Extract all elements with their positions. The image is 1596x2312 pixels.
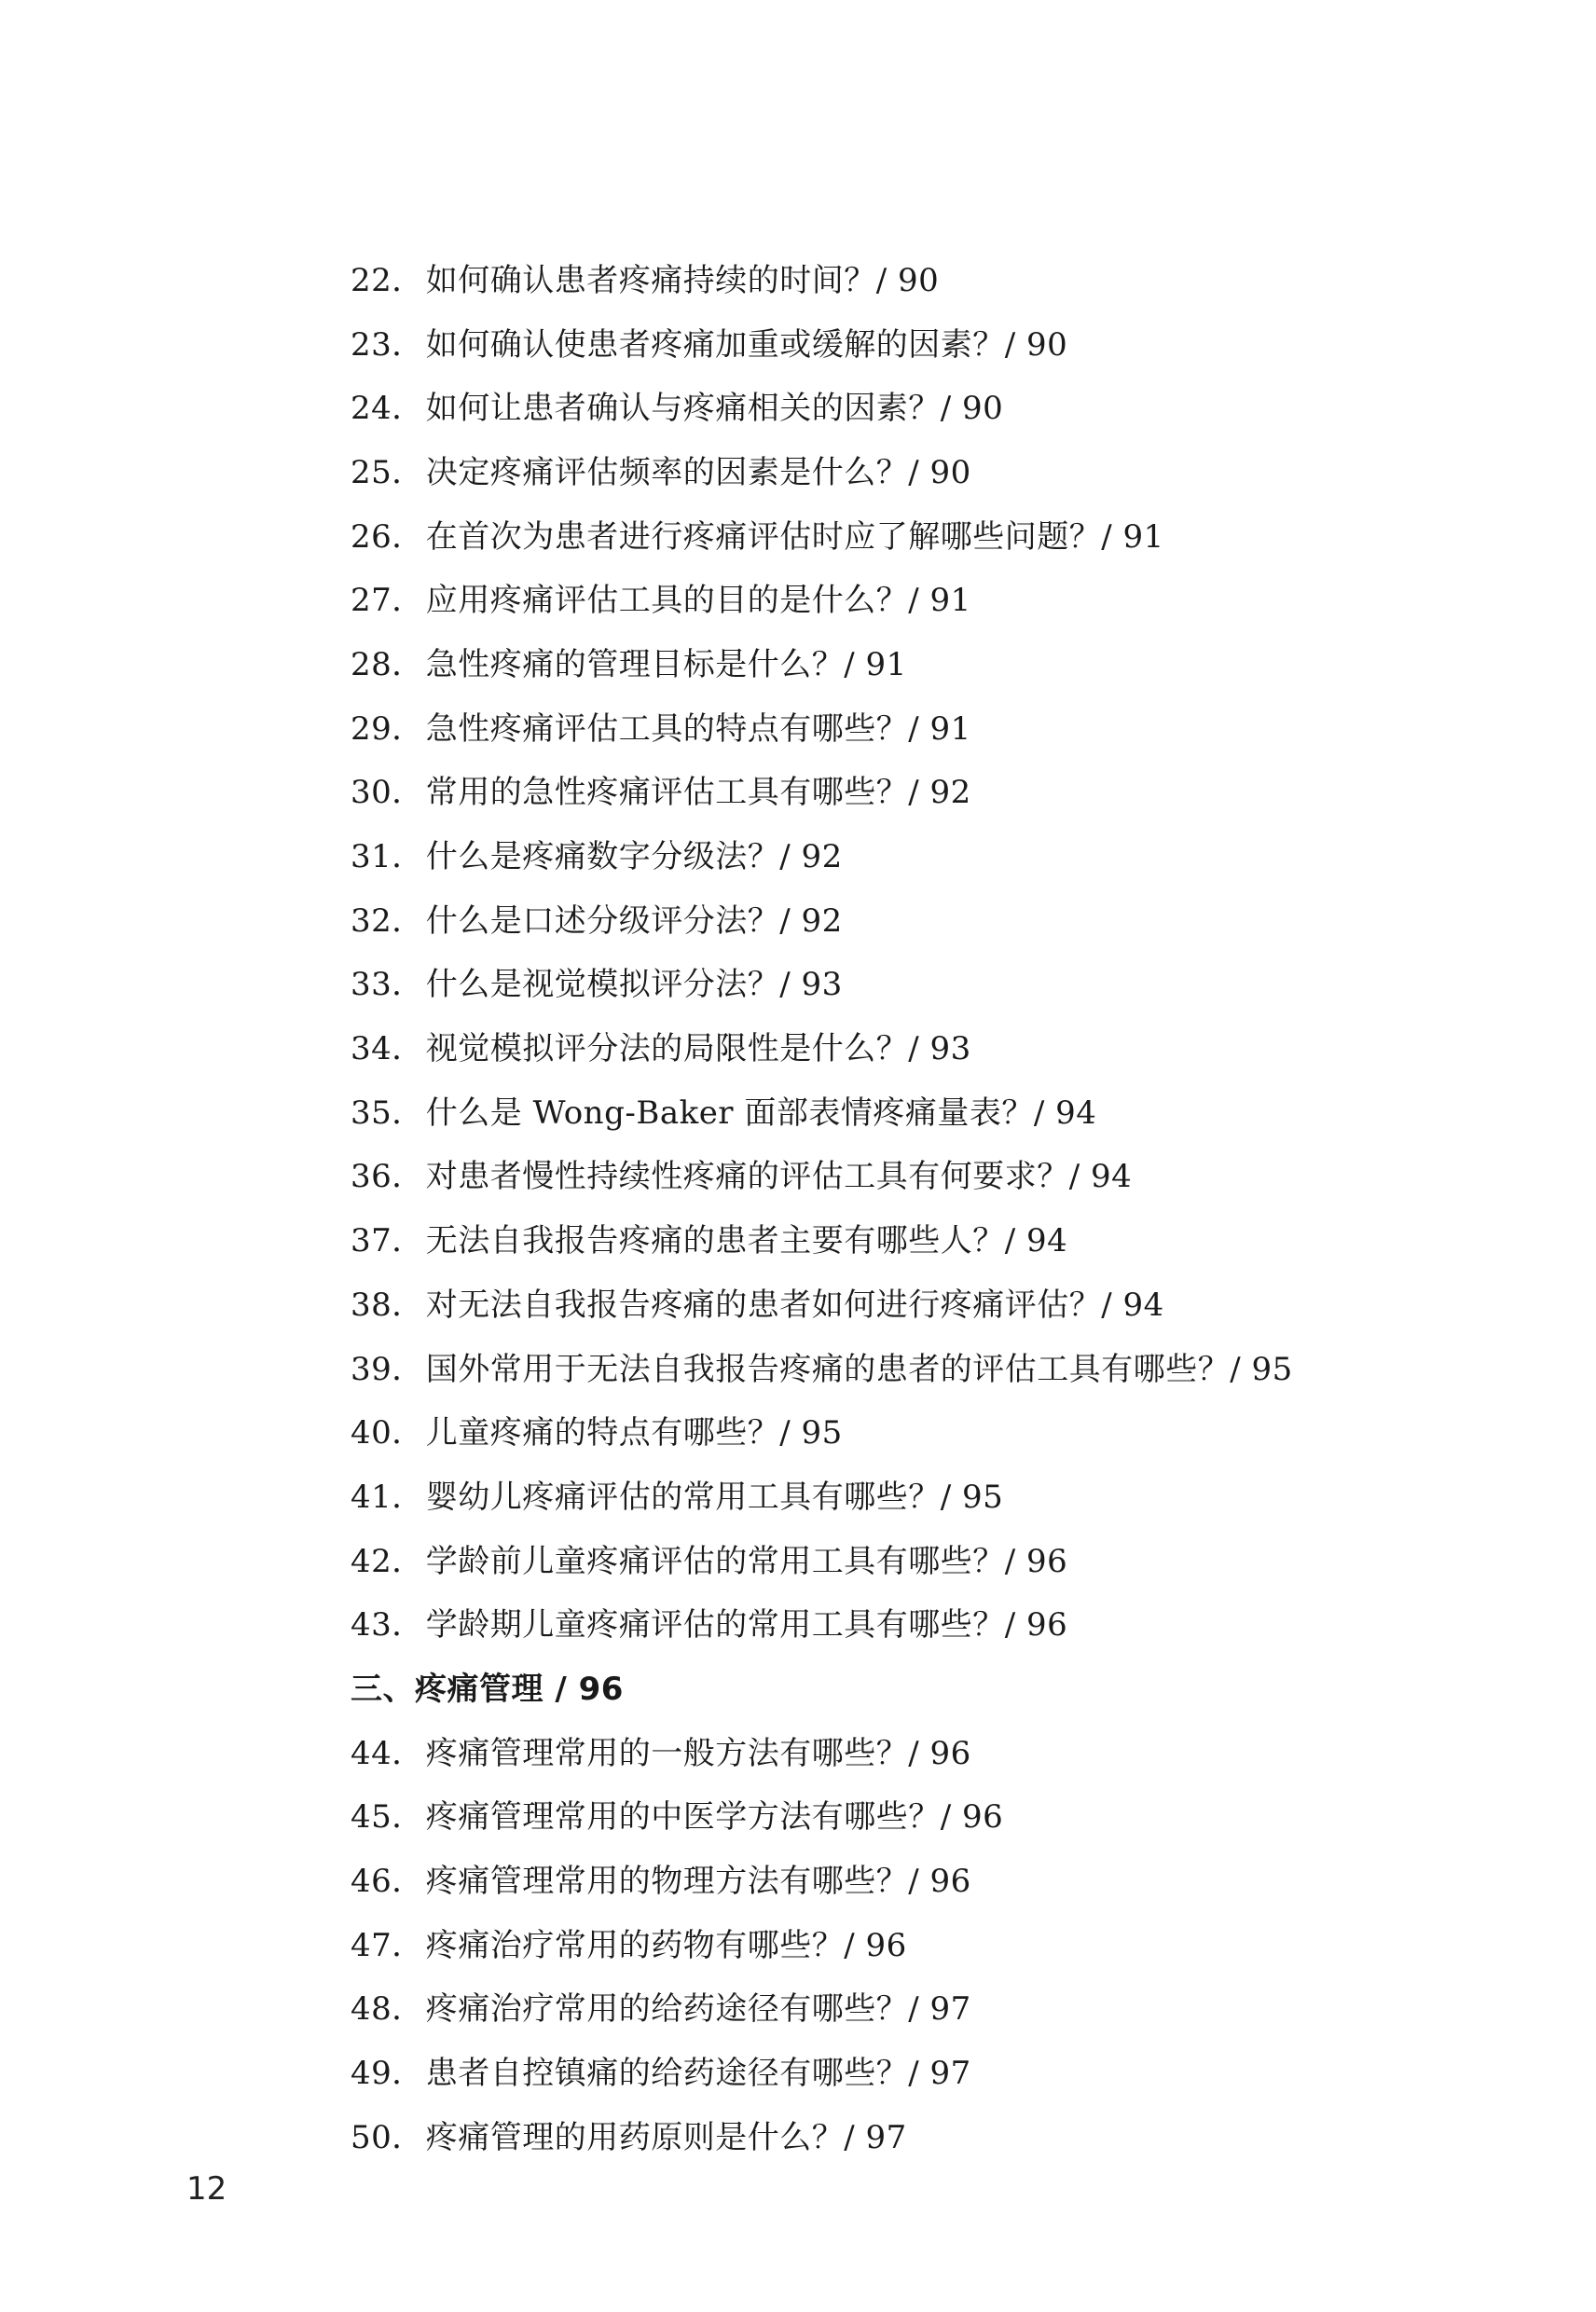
toc-entry-title: 什么是 Wong-Baker 面部表情疼痛量表？/ 94	[425, 1094, 1097, 1132]
toc-entry-number: 50．	[351, 2118, 424, 2156]
toc-entry-title: 疼痛管理常用的一般方法有哪些？/ 96	[425, 1734, 971, 1772]
toc-entry-26[interactable]	[351, 502, 1469, 566]
toc-entry-title: 对无法自我报告疼痛的患者如何进行疼痛评估？/ 94	[425, 1286, 1164, 1324]
toc-entry-title: 疼痛治疗常用的给药途径有哪些？/ 97	[425, 1990, 971, 2029]
toc-entry-title: 视觉模拟评分法的局限性是什么？/ 93	[425, 1030, 971, 1068]
toc-entry-title: 疼痛管理的用药原则是什么？/ 97	[425, 2118, 907, 2156]
toc-entry-number: 40．	[351, 1414, 424, 1452]
toc-entry-number: 43．	[351, 1606, 424, 1645]
toc-entry-50[interactable]	[351, 2102, 1469, 2167]
toc-entry-40[interactable]	[351, 1397, 1469, 1462]
toc-entry-number: 38．	[351, 1286, 424, 1324]
toc-entry-title: 什么是口述分级评分法？/ 92	[425, 901, 843, 940]
toc-entry-title: 学龄期儿童疼痛评估的常用工具有哪些？/ 96	[425, 1606, 1068, 1645]
toc-entry-title: 急性疼痛评估工具的特点有哪些？/ 91	[425, 709, 971, 748]
toc-entry-24[interactable]	[351, 373, 1469, 437]
toc-entry-number: 30．	[351, 774, 424, 812]
toc-entry-number: 28．	[351, 645, 424, 683]
toc-entry-23[interactable]	[351, 310, 1469, 374]
toc-entry-title: 无法自我报告疼痛的患者主要有哪些人？/ 94	[425, 1222, 1068, 1260]
toc-entry-title: 疼痛管理常用的中医学方法有哪些？/ 96	[425, 1798, 1004, 1837]
toc-entry-number: 33．	[351, 966, 424, 1004]
toc-entry-number: 41．	[351, 1478, 424, 1516]
toc-entry-37[interactable]	[351, 1205, 1469, 1270]
toc-entry-title: 应用疼痛评估工具的目的是什么？/ 91	[425, 582, 971, 620]
table-of-contents	[351, 245, 1469, 2167]
toc-entry-title: 疼痛治疗常用的药物有哪些？/ 96	[425, 1926, 907, 1964]
toc-entry-22[interactable]	[351, 245, 1469, 310]
toc-entry-38[interactable]	[351, 1270, 1469, 1334]
toc-entry-title: 对患者慢性持续性疼痛的评估工具有何要求？/ 94	[425, 1158, 1133, 1196]
toc-entry-43[interactable]	[351, 1590, 1469, 1654]
toc-entry-number: 29．	[351, 709, 424, 748]
toc-entry-29[interactable]	[351, 694, 1469, 758]
toc-entry-number: 27．	[351, 582, 424, 620]
toc-entry-41[interactable]	[351, 1462, 1469, 1526]
toc-entry-number: 36．	[351, 1158, 424, 1196]
toc-entry-33[interactable]	[351, 950, 1469, 1014]
toc-section-heading[interactable]: 三、疼痛管理 / 96	[351, 1670, 624, 1708]
toc-entry-title: 常用的急性疼痛评估工具有哪些？/ 92	[425, 774, 971, 812]
toc-entry-27[interactable]	[351, 565, 1469, 629]
toc-entry-title: 急性疼痛的管理目标是什么？/ 91	[425, 645, 907, 683]
toc-entry-number: 42．	[351, 1542, 424, 1580]
toc-entry-28[interactable]	[351, 629, 1469, 694]
toc-entry-title: 患者自控镇痛的给药途径有哪些？/ 97	[425, 2055, 971, 2093]
toc-entry-number: 32．	[351, 901, 424, 940]
toc-entry-number: 23．	[351, 325, 424, 364]
toc-entry-title: 学龄前儿童疼痛评估的常用工具有哪些？/ 96	[425, 1542, 1068, 1580]
toc-entry-number: 24．	[351, 390, 424, 428]
toc-entry-number: 35．	[351, 1094, 424, 1132]
toc-entry-title: 如何让患者确认与疼痛相关的因素？/ 90	[425, 390, 1004, 428]
toc-entry-number: 47．	[351, 1926, 424, 1964]
toc-entry-number: 37．	[351, 1222, 424, 1260]
toc-entry-45[interactable]	[351, 1782, 1469, 1847]
toc-entry-25[interactable]	[351, 437, 1469, 502]
toc-entry-48[interactable]	[351, 1975, 1469, 2039]
toc-entry-number: 46．	[351, 1863, 424, 1901]
toc-entry-49[interactable]	[351, 2038, 1469, 2102]
toc-entry-number: 39．	[351, 1350, 424, 1388]
page-number: 12	[186, 2170, 227, 2208]
toc-entry-39[interactable]	[351, 1334, 1469, 1398]
toc-entry-number: 25．	[351, 453, 424, 491]
toc-entry-number: 26．	[351, 517, 424, 556]
toc-entry-number: 48．	[351, 1990, 424, 2029]
toc-entry-title: 儿童疼痛的特点有哪些？/ 95	[425, 1414, 843, 1452]
toc-entry-title: 国外常用于无法自我报告疼痛的患者的评估工具有哪些？/ 95	[425, 1350, 1293, 1388]
toc-entry-35[interactable]	[351, 1078, 1469, 1142]
toc-entry-36[interactable]	[351, 1142, 1469, 1206]
toc-entry-title: 如何确认使患者疼痛加重或缓解的因素？/ 90	[425, 325, 1068, 364]
toc-entry-title: 婴幼儿疼痛评估的常用工具有哪些？/ 95	[425, 1478, 1004, 1516]
toc-entry-42[interactable]	[351, 1526, 1469, 1590]
toc-entry-number: 45．	[351, 1798, 424, 1837]
toc-entry-number: 22．	[351, 261, 424, 299]
toc-entry-title: 什么是视觉模拟评分法？/ 93	[425, 966, 843, 1004]
toc-entry-number: 31．	[351, 838, 424, 876]
toc-entry-46[interactable]	[351, 1846, 1469, 1910]
toc-entry-30[interactable]	[351, 758, 1469, 822]
toc-entry-number: 49．	[351, 2055, 424, 2093]
toc-entry-number: 34．	[351, 1030, 424, 1068]
toc-entry-title: 决定疼痛评估频率的因素是什么？/ 90	[425, 453, 971, 491]
toc-entry-44[interactable]	[351, 1718, 1469, 1782]
toc-entry-title: 疼痛管理常用的物理方法有哪些？/ 96	[425, 1863, 971, 1901]
toc-entry-title: 什么是疼痛数字分级法？/ 92	[425, 838, 843, 876]
toc-entry-title: 如何确认患者疼痛持续的时间？/ 90	[425, 261, 940, 299]
toc-entry-31[interactable]	[351, 821, 1469, 886]
toc-entry-47[interactable]	[351, 1910, 1469, 1975]
toc-entry-number: 44．	[351, 1734, 424, 1772]
toc-entry-32[interactable]	[351, 886, 1469, 950]
toc-entry-34[interactable]	[351, 1013, 1469, 1078]
toc-entry-title: 在首次为患者进行疼痛评估时应了解哪些问题？/ 91	[425, 517, 1164, 556]
